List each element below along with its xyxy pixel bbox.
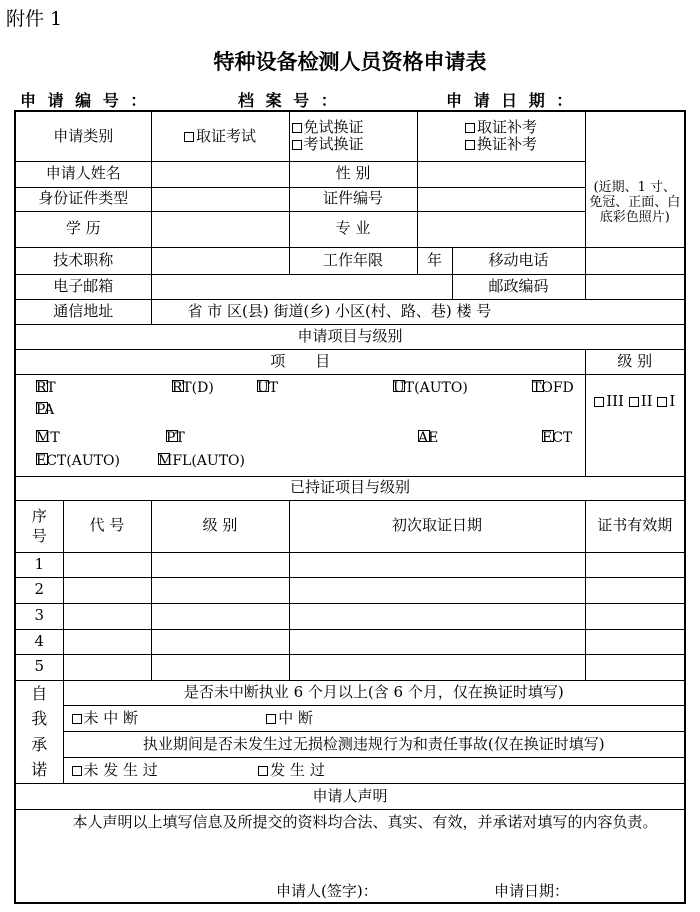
option-renewal-makeup[interactable]: 换证补考 [420,136,583,153]
level-checkbox-group [585,374,685,476]
level-cell[interactable] [151,552,289,577]
row-number: 1 [15,552,63,577]
checkbox-icon[interactable] [258,766,268,776]
validity-cell[interactable] [585,654,685,680]
checkbox-icon[interactable] [629,397,639,407]
level-ii[interactable]: II [629,392,653,410]
level-cell[interactable] [151,577,289,603]
first-date-cell[interactable] [289,654,585,680]
held-section-title: 已持证项目与级别 [15,476,685,500]
table-row [15,577,685,603]
address-label: 通信地址 [15,299,151,324]
title-label: 技术职称 [15,247,151,274]
application-type-label: 申请类别 [15,111,151,161]
code-cell[interactable] [63,552,151,577]
option-cert-exam[interactable]: 取证考试 [151,111,289,161]
option-occurred[interactable]: 发 生 过 [258,761,325,779]
apply-section-title: 申请项目与级别 [15,324,685,349]
mobile-field[interactable] [585,247,685,274]
first-date-cell[interactable] [289,629,585,654]
commitment-options-2 [63,758,685,784]
declaration-title: 申请人声明 [15,783,685,809]
id-number-label: 证件编号 [289,187,417,211]
validity-cell[interactable] [585,603,685,629]
code-cell[interactable] [63,603,151,629]
application-number-label: 申 请 编 号 ： [20,91,150,110]
gender-field[interactable] [417,161,585,187]
email-field[interactable] [151,274,452,299]
row-number: 3 [15,603,63,629]
level-cell[interactable] [151,603,289,629]
option-not-occurred[interactable]: 未 发 生 过 [66,762,254,779]
checkbox-icon[interactable] [465,140,475,150]
validity-cell[interactable] [585,629,685,654]
commitment-question-1: 是否未中断执业 6 个月以上(含 6 个月，仅在换证时填写) [63,680,685,706]
level-cell[interactable] [151,629,289,654]
row-number: 5 [15,654,63,680]
table-row [15,654,685,680]
checkbox-icon[interactable] [184,132,194,142]
table-row [15,552,685,577]
checkbox-icon[interactable] [266,714,276,724]
option-group-renewal [289,111,417,161]
option-not-interrupted[interactable]: 未 中 断 [66,710,262,727]
declaration-body [15,809,685,903]
commitment-question-2: 执业期间是否未发生过无损检测违规行为和责任事故(仅在换证时填写) [63,731,685,758]
item-checkbox-group: RT RT(D) UT UT(AUTO) TOFD PA MT PT AE ECT ECT(AUTO) MFL(AUTO) [15,374,585,476]
year-unit: 年 [417,247,452,274]
level-iii[interactable]: III [594,392,624,410]
code-cell[interactable] [63,629,151,654]
education-label: 学 历 [15,211,151,247]
checkbox-icon[interactable] [657,397,667,407]
annex-label: 附件 1 [6,8,63,30]
level-i[interactable]: I [657,392,675,410]
option-interrupted[interactable]: 中 断 [266,709,313,727]
checkbox-icon[interactable] [72,714,82,724]
held-col-code: 代 号 [63,500,151,552]
form-title: 特种设备检测人员资格申请表 [213,50,487,74]
major-field[interactable] [417,211,585,247]
held-col-level: 级 别 [151,500,289,552]
major-label: 专 业 [289,211,417,247]
option-exam-renewal[interactable]: 考试换证 [292,136,415,153]
validity-cell[interactable] [585,577,685,603]
id-type-field[interactable] [151,187,289,211]
checkbox-icon[interactable] [292,140,302,150]
application-form [14,110,686,904]
checkbox-icon[interactable] [72,766,82,776]
checkbox-icon[interactable] [465,123,475,133]
first-date-cell[interactable] [289,603,585,629]
postcode-field[interactable] [585,274,685,299]
declaration-date-label[interactable]: 申请日期： [494,882,570,901]
checkbox-icon[interactable] [292,123,302,133]
photo-top-blank [585,111,685,161]
code-cell[interactable] [63,577,151,603]
first-date-cell[interactable] [289,577,585,603]
held-col-seq: 序 号 [15,500,63,552]
table-row [15,629,685,654]
title-field[interactable] [151,247,289,274]
row-number: 2 [15,577,63,603]
table-row [15,603,685,629]
archive-number-label: 档 案 号 ： [238,91,340,110]
option-group-makeup [417,111,585,161]
row-number: 4 [15,629,63,654]
signature-label[interactable]: 申请人(签字)： [276,882,378,901]
email-label: 电子邮箱 [15,274,151,299]
held-col-first-date: 初次取证日期 [289,500,585,552]
first-date-cell[interactable] [289,552,585,577]
name-field[interactable] [151,161,289,187]
commitment-label: 自 我 承 诺 [15,680,63,783]
held-col-validity: 证书有效期 [585,500,685,552]
application-date-label: 申 请 日 期 ： [446,91,576,110]
mobile-label: 移动电话 [452,247,585,274]
level-cell[interactable] [151,654,289,680]
postcode-label: 邮政编码 [452,274,585,299]
validity-cell[interactable] [585,552,685,577]
level-column-header: 级 别 [585,349,685,374]
name-label: 申请人姓名 [15,161,151,187]
education-field[interactable] [151,211,289,247]
id-type-label: 身份证件类型 [15,187,151,211]
checkbox-icon[interactable] [594,397,604,407]
address-field[interactable]: 省 市 区(县) 街道(乡) 小区(村、路、巷) 楼 号 [151,299,685,324]
gender-label: 性 别 [289,161,417,187]
work-years-label: 工作年限 [289,247,417,274]
declaration-text: 本人声明以上填写信息及所提交的资料均合法、真实、有效，并承诺对填写的内容负责。 [72,812,658,831]
id-number-field[interactable] [417,187,585,211]
option-cert-makeup[interactable]: 取证补考 [420,119,583,136]
photo-area[interactable]: (近期、1 寸、 免冠、正面、白 底彩色照片) [585,161,685,247]
commitment-options-1 [63,706,685,732]
option-exempt-renewal[interactable]: 免试换证 [292,119,415,136]
code-cell[interactable] [63,654,151,680]
item-column-header: 项 目 [15,349,585,374]
